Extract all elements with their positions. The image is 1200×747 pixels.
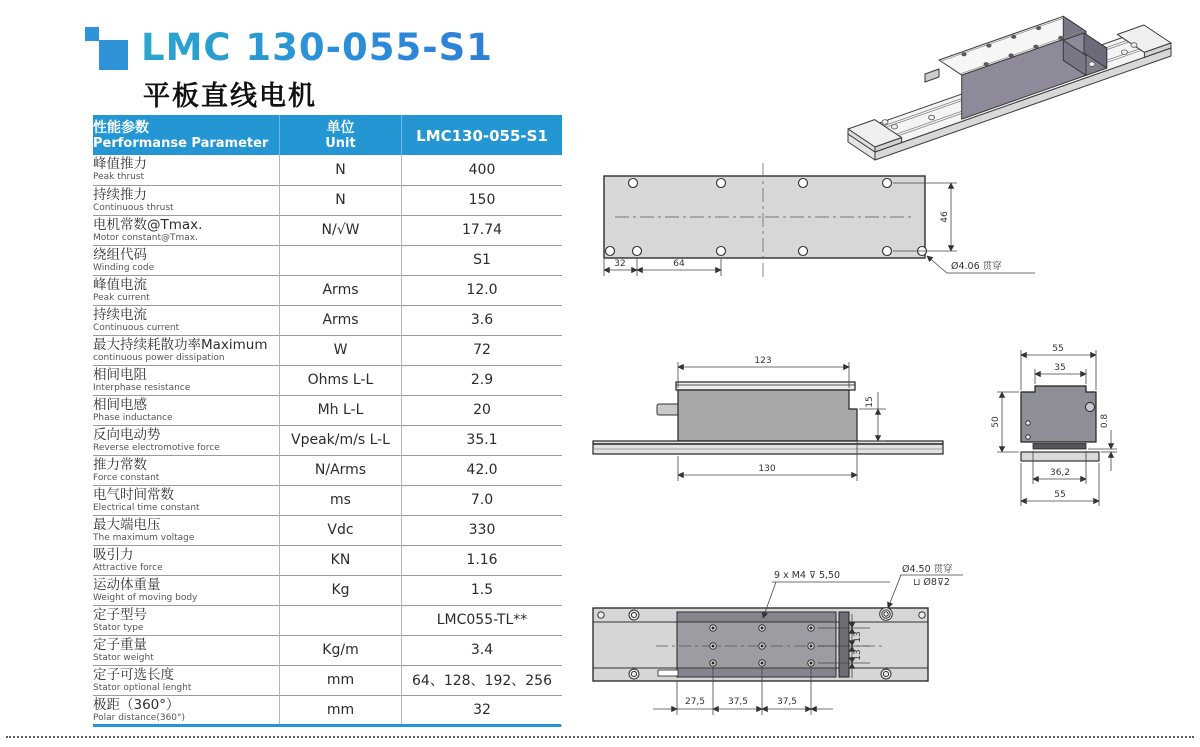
dim-32: 32: [614, 259, 626, 269]
table-row: [93, 395, 562, 425]
parameter-cell: [93, 455, 280, 485]
value-cell: 7.0: [470, 492, 494, 508]
dim-46: 46: [940, 211, 950, 223]
header-parameter-zh: 性能参数: [93, 119, 149, 136]
value-cell: 150: [468, 192, 496, 208]
stator-top-view-drawing: [585, 158, 1045, 290]
parameter-en: Electrical time constant: [93, 502, 200, 513]
parameter-en: Stator optional lenght: [93, 682, 192, 693]
mount-top-view-drawing: [588, 558, 1008, 726]
unit-cell: Mh L-L: [280, 395, 402, 425]
unit-cell: Arms: [280, 305, 402, 335]
table-accent-underline: [93, 724, 561, 727]
parameter-zh: 定子可选长度: [93, 666, 174, 683]
parameter-zh: 吸引力: [93, 546, 134, 563]
unit-cell: [280, 605, 402, 635]
value-cell: LMC055-TL**: [436, 612, 528, 628]
parameter-zh: 电机常数@Tmax.: [93, 216, 203, 233]
isometric-view-drawing: [828, 4, 1194, 176]
parameter-zh: 最大持续耗散功率Maximum: [93, 336, 268, 353]
value-cell: 12.0: [466, 282, 498, 298]
dim-123: 123: [754, 356, 772, 366]
parameter-en: Interphase resistance: [93, 382, 191, 393]
value-cell: 72: [473, 342, 491, 358]
tap-note: 9 x M4 ⊽ 5,50: [774, 570, 841, 581]
parameter-cell: [93, 185, 280, 215]
header-unit-en: Unit: [325, 135, 356, 151]
value-cell: 20: [473, 402, 491, 418]
dim-55-top: 55: [1052, 344, 1064, 354]
parameter-cell: [93, 395, 280, 425]
header-parameter: [93, 115, 280, 155]
dim-15: 15: [865, 396, 875, 408]
dim-27-5: 27,5: [684, 697, 706, 707]
parameter-cell: [93, 305, 280, 335]
parameter-en: Continuous thrust: [93, 202, 174, 213]
parameter-zh: 反向电动势: [93, 426, 161, 443]
dim-37-5a: 37,5: [727, 697, 749, 707]
unit-cell: Vdc: [280, 515, 402, 545]
dim-36-2: 36,2: [1049, 468, 1071, 478]
hole-note-counterbore: ⊔ Ø8⊽2: [913, 577, 950, 588]
table-row: [93, 335, 562, 365]
unit-cell: KN: [280, 545, 402, 575]
unit-cell: mm: [280, 665, 402, 695]
dim-50: 50: [991, 416, 1001, 428]
parameter-en: Attractive force: [93, 562, 163, 573]
table-row: [93, 305, 562, 335]
unit-cell: N/Arms: [280, 455, 402, 485]
parameter-cell: [93, 605, 280, 635]
value-cell: 1.16: [466, 552, 498, 568]
parameter-cell: [93, 425, 280, 455]
logo-mark-small: [85, 27, 99, 41]
dim-13b: 13: [853, 649, 863, 661]
unit-cell: Kg: [280, 575, 402, 605]
unit-cell: ms: [280, 485, 402, 515]
table-row: [93, 695, 562, 725]
parameter-zh: 极距（360°）: [93, 696, 180, 713]
parameter-en: Peak current: [93, 292, 150, 303]
page-title: LMC 130-055-S1: [141, 26, 494, 69]
parameter-cell: [93, 335, 280, 365]
page-subtitle: 平板直线电机: [143, 81, 317, 112]
parameter-en: Continuous current: [93, 322, 180, 333]
parameter-zh: 相间电感: [93, 396, 147, 413]
dim-35: 35: [1054, 363, 1066, 373]
parameter-zh: 最大端电压: [93, 516, 161, 533]
dim-130: 130: [758, 464, 776, 474]
header-model-label: LMC130-055-S1: [416, 126, 548, 145]
parameter-cell: [93, 635, 280, 665]
dim-13a: 13: [853, 631, 863, 643]
spec-table-body: [93, 155, 562, 725]
hole-note-406: Ø4.06 贯穿: [951, 261, 1002, 272]
unit-cell: Arms: [280, 275, 402, 305]
dim-37-5b: 37,5: [776, 697, 798, 707]
unit-cell: Vpeak/m/s L-L: [280, 425, 402, 455]
table-row: [93, 425, 562, 455]
logo-mark-large: [99, 40, 128, 70]
table-row: [93, 185, 562, 215]
table-row: [93, 485, 562, 515]
parameter-en: Phase inductance: [93, 412, 173, 423]
parameter-cell: [93, 695, 280, 725]
header-model: [402, 115, 563, 155]
parameter-zh: 推力常数: [93, 456, 147, 473]
parameter-zh: 峰值推力: [93, 156, 147, 173]
parameter-cell: [93, 545, 280, 575]
table-row: [93, 455, 562, 485]
parameter-cell: [93, 575, 280, 605]
parameter-en: Force constant: [93, 472, 160, 483]
value-cell: 32: [473, 702, 491, 718]
parameter-cell: [93, 155, 280, 185]
end-view-drawing: [990, 335, 1150, 520]
parameter-zh: 持续推力: [93, 186, 147, 203]
table-row: [93, 365, 562, 395]
value-cell: 42.0: [466, 462, 498, 478]
parameter-en: continuous power dissipation: [93, 352, 225, 363]
value-cell: 3.6: [470, 312, 494, 328]
unit-cell: N: [280, 155, 402, 185]
table-row: [93, 545, 562, 575]
table-row: [93, 575, 562, 605]
table-row: [93, 635, 562, 665]
table-row: [93, 245, 562, 275]
parameter-cell: [93, 665, 280, 695]
unit-cell: Ohms L-L: [280, 365, 402, 395]
unit-cell: N: [280, 185, 402, 215]
parameter-en: Stator weight: [93, 652, 154, 663]
parameter-zh: 定子型号: [93, 606, 147, 623]
unit-cell: N/√W: [280, 215, 402, 245]
table-row: [93, 275, 562, 305]
parameter-cell: [93, 275, 280, 305]
value-cell: 330: [468, 522, 496, 538]
value-cell: 35.1: [466, 432, 498, 448]
table-row: [93, 605, 562, 635]
dim-0-8: 0.8: [1100, 413, 1110, 429]
unit-cell: [280, 245, 402, 275]
value-cell: 17.74: [461, 222, 503, 238]
side-view-drawing: [585, 350, 1005, 490]
value-cell: 2.9: [470, 372, 494, 388]
parameter-en: Motor constant@Tmax.: [93, 232, 198, 243]
header-unit: [280, 115, 402, 155]
table-row: [93, 665, 562, 695]
table-row: [93, 515, 562, 545]
parameter-en: Peak thrust: [93, 172, 145, 183]
parameter-en: Reverse electromotive force: [93, 442, 220, 453]
parameter-cell: [93, 245, 280, 275]
header-unit-zh: 单位: [326, 119, 355, 136]
table-row: [93, 155, 562, 185]
parameter-zh: 绕组代码: [93, 246, 147, 263]
parameter-en: Stator type: [93, 622, 144, 633]
parameter-zh: 相间电阻: [93, 366, 147, 383]
hole-note-450: Ø4.50 贯穿: [902, 564, 953, 575]
unit-cell: mm: [280, 695, 402, 725]
parameter-zh: 持续电流: [93, 306, 147, 323]
value-cell: 400: [468, 161, 496, 178]
unit-cell: W: [280, 335, 402, 365]
unit-cell: Kg/m: [280, 635, 402, 665]
value-cell: S1: [473, 252, 491, 268]
parameter-en: Winding code: [93, 262, 155, 273]
parameter-cell: [93, 515, 280, 545]
parameter-cell: [93, 485, 280, 515]
table-row: [93, 215, 562, 245]
header-parameter-en: Performanse Parameter: [93, 135, 269, 151]
parameter-en: The maximum voltage: [93, 532, 195, 543]
parameter-zh: 峰值电流: [93, 276, 147, 293]
parameter-zh: 运动体重量: [93, 576, 161, 593]
value-cell: 1.5: [470, 582, 494, 598]
value-cell: 3.4: [470, 642, 494, 658]
parameter-cell: [93, 365, 280, 395]
spec-table-header: [93, 115, 562, 155]
parameter-zh: 电气时间常数: [93, 486, 174, 503]
dim-64: 64: [673, 259, 685, 269]
parameter-en: Polar distance(360°): [93, 712, 186, 723]
bottom-dotted-divider: [6, 736, 1194, 738]
parameter-en: Weight of moving body: [93, 592, 198, 603]
parameter-cell: [93, 215, 280, 245]
value-cell: 64、128、192、256: [412, 673, 552, 689]
parameter-zh: 定子重量: [93, 636, 147, 653]
dim-55-bottom: 55: [1054, 490, 1066, 500]
spec-table: [93, 115, 562, 726]
